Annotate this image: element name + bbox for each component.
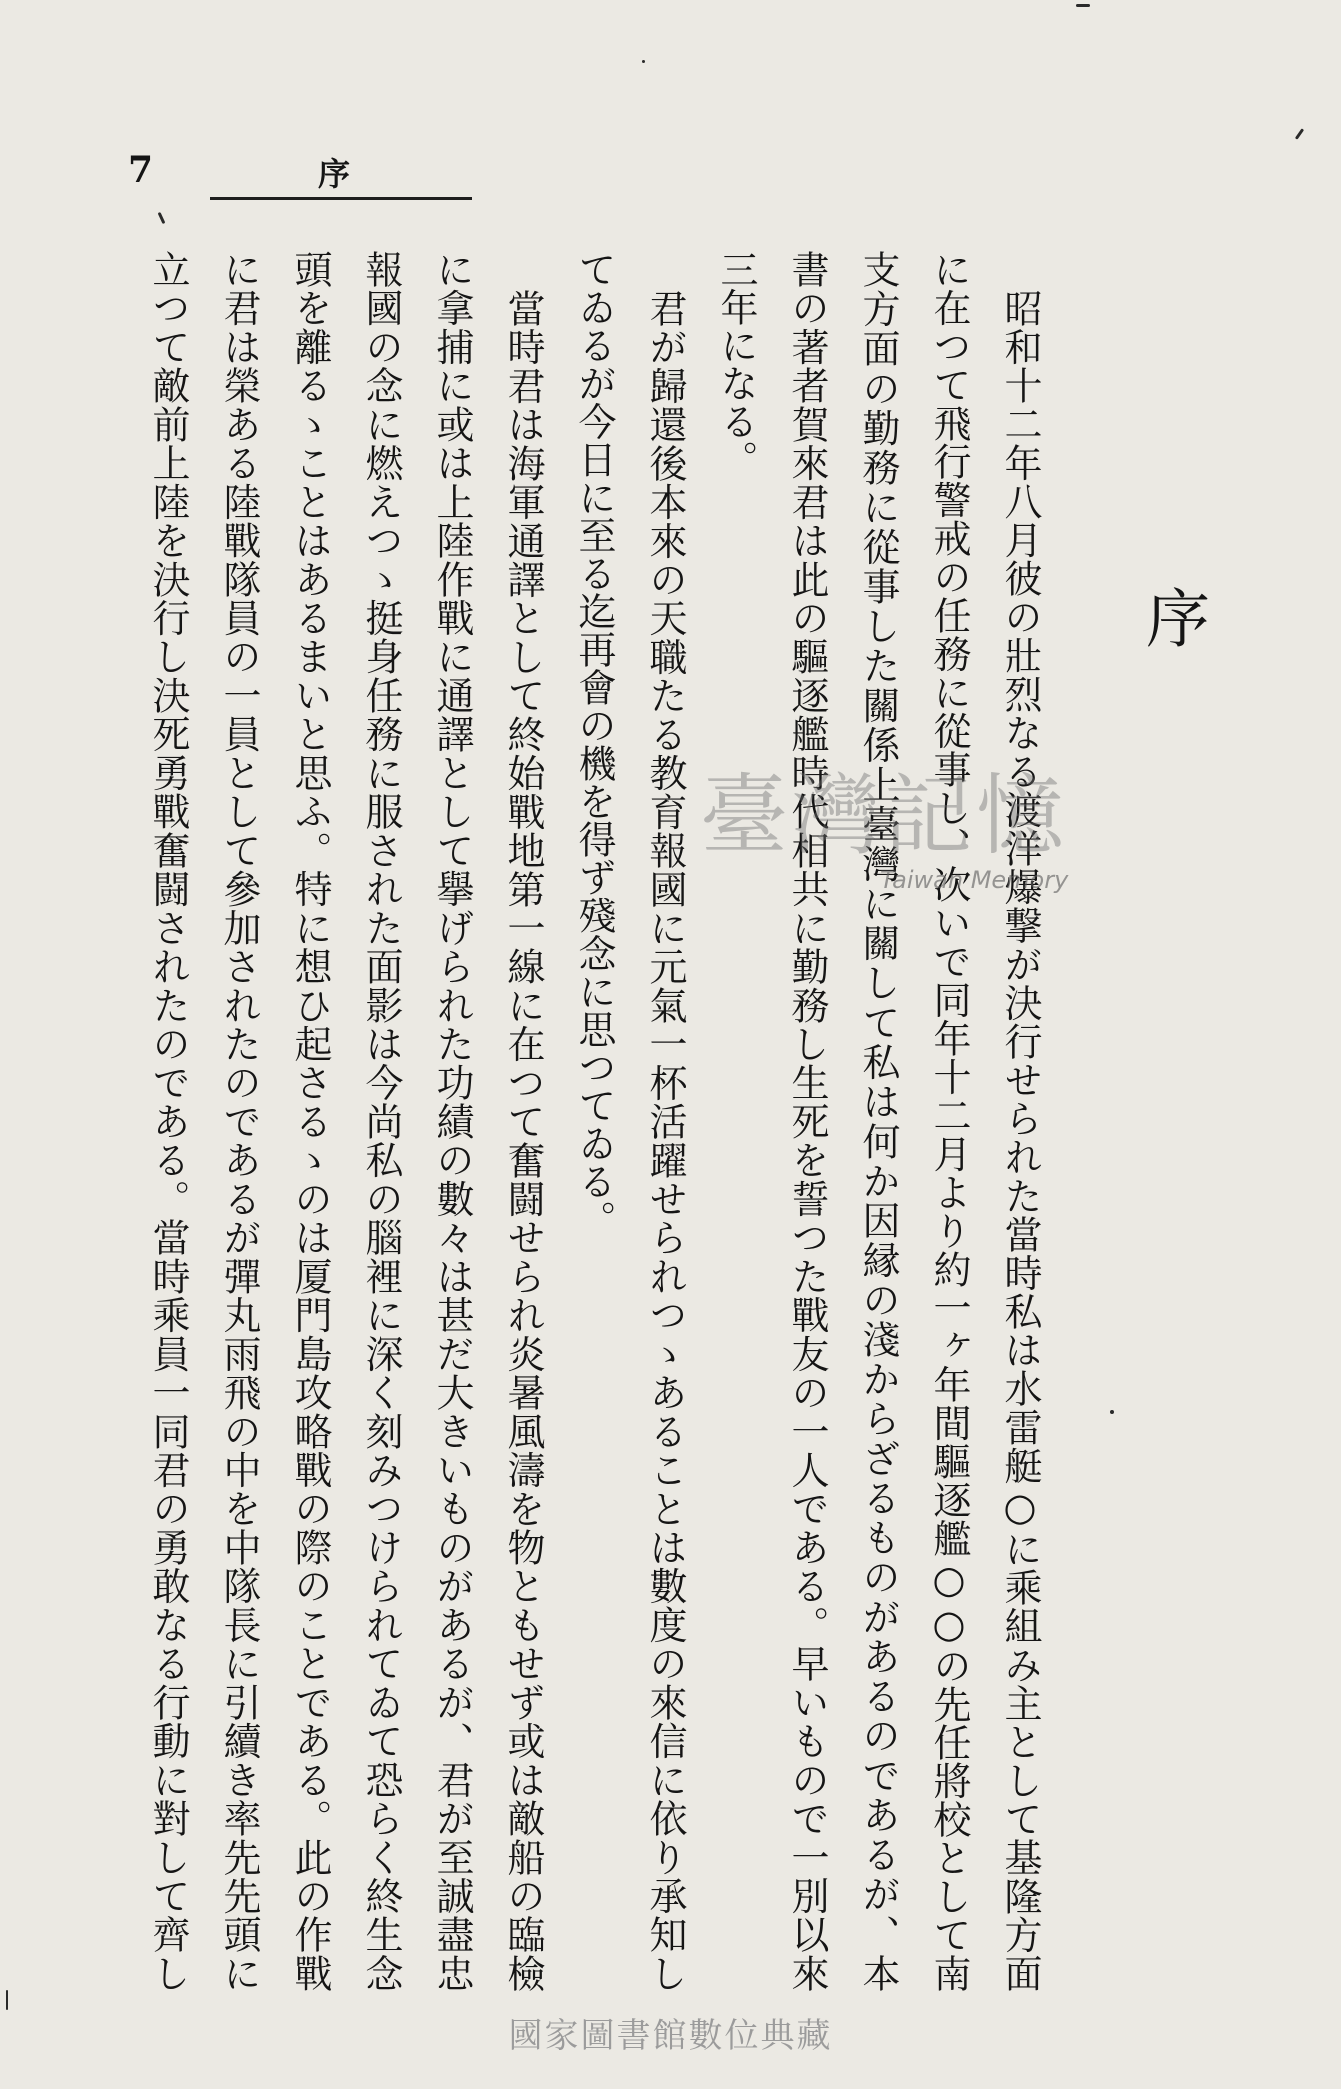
scan-speck bbox=[642, 60, 645, 63]
text-column: 當時君は海軍通譯として終始戰地第一線に在つて奮闘せられ炎暑風濤を物ともせず或は敵船の臨檢 bbox=[501, 289, 545, 1992]
text-column: 昭和十二年八月彼の壯烈なる渡洋爆撃が決行せられた當時私は水雷艇○に乘組み主として基隆方面 bbox=[998, 289, 1042, 1993]
scan-speck bbox=[1295, 128, 1304, 140]
scan-speck bbox=[6, 1990, 8, 2010]
scan-speck bbox=[158, 212, 166, 224]
chapter-title: 序 bbox=[1135, 585, 1209, 649]
text-column: 立つて敵前上陸を決行し決死勇戰奮闘されたのである。當時乘員一同君の勇敢なる行動に對して齊し bbox=[146, 250, 190, 1993]
running-header-title: 序 bbox=[318, 155, 351, 193]
text-column: 君が歸還後本來の天職たる教育報國に元氣一杯活躍せられつゝあることは數度の來信に依り承知し bbox=[643, 289, 687, 1993]
watermark-logo: 臺灣記憶 bbox=[700, 764, 1069, 867]
text-column: に君は榮ある陸戰隊員の一員として參加されたのであるが彈丸雨飛の中を中隊長に引續き率先先頭に bbox=[217, 250, 261, 1992]
watermark-logo-subtitle: Taiwan Memory bbox=[880, 866, 1069, 894]
text-column: てゐるが今日に至る迄再會の機を得ず殘念に思つてゐる。 bbox=[572, 250, 616, 1238]
collection-footer: 國家圖書館數位典藏 bbox=[508, 2016, 833, 2056]
text-column: 支方面の勤務に從事した關係上臺灣に關して私は何か因縁の淺からざるものがあるのであるが、本 bbox=[856, 250, 900, 1993]
text-column: に拿捕に或は上陸作戰に通譯として擧げられた功績の數々は甚だ大きいものがあるが、君が至誠盡忠 bbox=[430, 250, 474, 1993]
text-column: 報國の念に燃えつゝ挺身任務に服された面影は今尚私の腦裡に深く刻みつけられてゐて恐らく終生念 bbox=[359, 250, 403, 1992]
text-column: に在つて飛行警戒の任務に從事し、次いで同年十二月より約一ヶ年間驅逐艦○○の先任將校として南 bbox=[927, 250, 971, 1992]
text-column: 書の著者賀來君は此の驅逐艦時代相共に勤務し生死を誓つた戰友の一人である。早いもので一別以來 bbox=[785, 250, 829, 1993]
running-header-rule bbox=[210, 197, 472, 200]
scan-speck bbox=[1110, 1410, 1114, 1414]
scan-speck bbox=[1076, 4, 1090, 7]
text-column: 頭を離るゝことはあるまいと思ふ。特に想ひ起さるゝのは厦門島攻略戰の際のことである。此の作戰 bbox=[288, 250, 332, 1993]
page-number: 7 bbox=[128, 149, 154, 191]
text-column: 三年になる。 bbox=[714, 250, 758, 478]
